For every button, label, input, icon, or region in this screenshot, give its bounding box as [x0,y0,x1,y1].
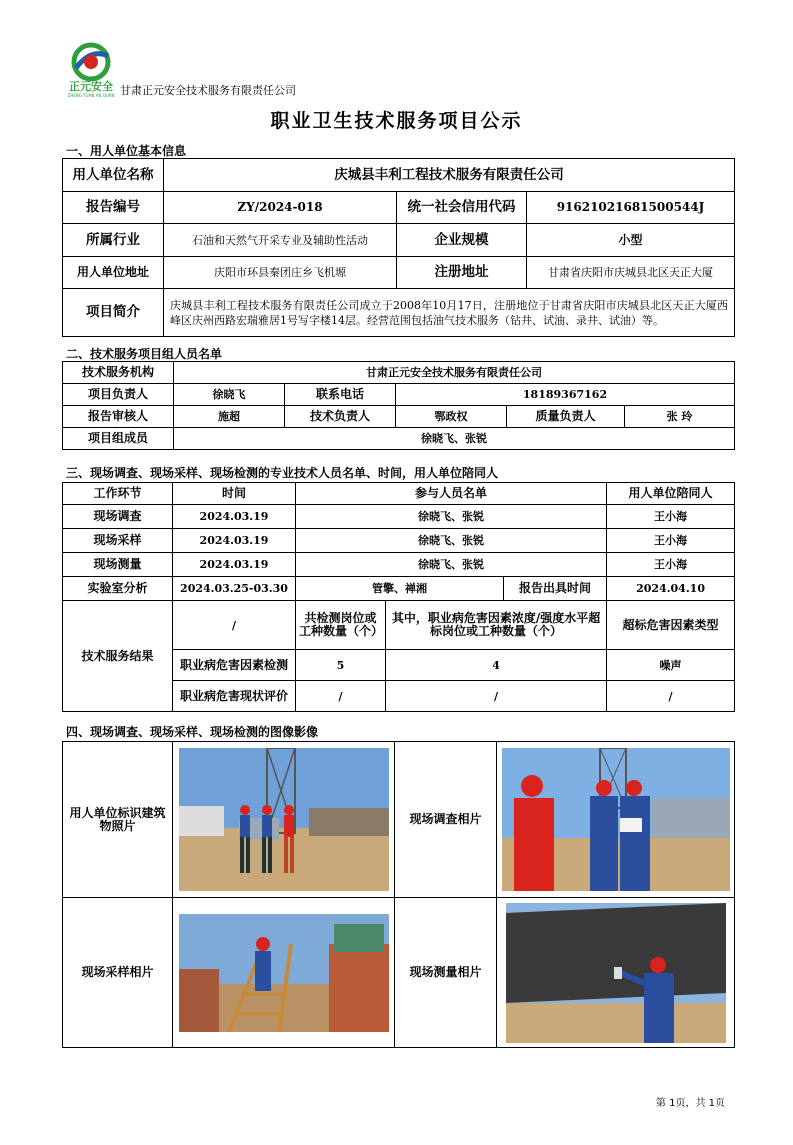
report-no-label: 报告编号 [63,192,164,224]
members-value: 徐晓飞、张锐 [174,428,735,450]
intro-value: 庆城县丰利工程技术服务有限责任公司成立于2008年10月17日，注册地位于甘肃省庆阳市庆城县北区天正大厦西峰区庆州西路宏瑞雅居1号写字楼14层。经营范围包括油气技术服务（钻井、试油、录井、试油）等。 [164,289,735,337]
field-sampling-photo [179,914,389,1032]
team-table [62,361,735,450]
field-work-table [62,482,735,712]
table-row [63,529,735,553]
section1-heading: 一、用人单位基本信息 [66,144,187,158]
row-people: 徐晓飞、张锐 [296,529,607,553]
leader-value: 徐晓飞 [174,384,285,406]
address-label: 用人单位地址 [63,257,164,289]
row-date: 2024.03.19 [173,553,296,577]
lab-date: 2024.03.25-03.30 [173,577,296,601]
result-header-slash: / [173,601,296,650]
reg-address-value: 甘肃省庆阳市庆城县北区天正大厦 [527,257,735,289]
row-step: 现场采样 [63,529,173,553]
header-date: 时间 [173,483,296,505]
tech-lead-label: 技术负责人 [285,406,396,428]
industry-value: 石油和天然气开采专业及辅助性活动 [164,224,397,257]
row-escort: 王小海 [607,553,735,577]
eval-count: / [296,681,386,712]
org-label: 技术服务机构 [63,362,174,384]
report-date-label: 报告出具时间 [504,577,607,601]
result-header-type: 超标危害因素类型 [607,601,735,650]
table-row [63,553,735,577]
employer-value: 庆城县丰利工程技术服务有限责任公司 [164,159,735,192]
result-header-count: 共检测岗位或工种数量（个） [296,601,386,650]
row-escort: 王小海 [607,529,735,553]
logo-text: 正元安全 [69,80,113,93]
logo-subtext: ZHENG YUAN AN QUAN [67,93,115,98]
section2-heading: 二、技术服务项目组人员名单 [66,347,223,361]
field-measurement-photo [506,903,726,1043]
intro-label: 项目简介 [63,289,164,337]
eval-label: 职业病危害现状评价 [173,681,296,712]
photo4-label: 现场测量相片 [395,898,497,1048]
leader-label: 项目负责人 [63,384,174,406]
photo2-label: 现场调查相片 [395,742,497,898]
phone-label: 联系电话 [285,384,396,406]
reviewer-value: 施超 [174,406,285,428]
scale-label: 企业规模 [397,224,527,257]
phone-value: 18189367162 [396,384,735,406]
org-value: 甘肃正元安全技术服务有限责任公司 [174,362,735,384]
table-row [63,505,735,529]
detect-count: 5 [296,650,386,681]
detect-type: 噪声 [607,650,735,681]
detect-exceed: 4 [386,650,607,681]
section4-heading: 四、现场调查、现场采样、现场检测的图像影像 [66,725,319,739]
report-date-value: 2024.04.10 [607,577,735,601]
row-date: 2024.03.19 [173,505,296,529]
industry-label: 所属行业 [63,224,164,257]
company-name-header: 甘肃正元安全技术服务有限责任公司 [120,84,296,97]
row-people: 徐晓飞、张锐 [296,505,607,529]
photo1-label: 用人单位标识建筑物照片 [63,742,173,898]
report-no-value: ZY/2024-018 [164,192,397,224]
employer-building-photo [179,748,389,891]
quality-lead-value: 张 玲 [625,406,735,428]
quality-lead-label: 质量负责人 [507,406,625,428]
scale-value: 小型 [527,224,735,257]
eval-type: / [607,681,735,712]
employer-label: 用人单位名称 [63,159,164,192]
section3-heading: 三、现场调查、现场采样、现场检测的专业技术人员名单、时间，用人单位陪同人 [66,466,499,480]
lab-label: 实验室分析 [63,577,173,601]
page-title: 职业卫生技术服务项目公示 [270,110,523,132]
result-header-exceed: 其中，职业病危害因素浓度/强度水平超标岗位或工种数量（个） [386,601,607,650]
credit-code-value: 91621021681500544J [527,192,735,224]
credit-code-label: 统一社会信用代码 [397,192,527,224]
row-step: 现场调查 [63,505,173,529]
lab-people: 管擎、禅湘 [296,577,504,601]
address-value: 庆阳市环县秦团庄乡飞机塬 [164,257,397,289]
photo-table [62,741,735,1048]
photo3-label: 现场采样相片 [63,898,173,1048]
employer-info-table [62,158,735,337]
row-date: 2024.03.19 [173,529,296,553]
row-step: 现场测量 [63,553,173,577]
detect-label: 职业病危害因素检测 [173,650,296,681]
field-survey-photo [502,748,730,891]
company-logo [66,40,116,98]
header-step: 工作环节 [63,483,173,505]
reg-address-label: 注册地址 [397,257,527,289]
header-escort: 用人单位陪同人 [607,483,735,505]
eval-exceed: / [386,681,607,712]
row-escort: 王小海 [607,505,735,529]
reviewer-label: 报告审核人 [63,406,174,428]
tech-lead-value: 鄂政权 [396,406,507,428]
page-number: 第 1页，共 1页 [655,1098,725,1109]
members-label: 项目组成员 [63,428,174,450]
result-label: 技术服务结果 [63,601,173,712]
row-people: 徐晓飞、张锐 [296,553,607,577]
header-people: 参与人员名单 [296,483,607,505]
